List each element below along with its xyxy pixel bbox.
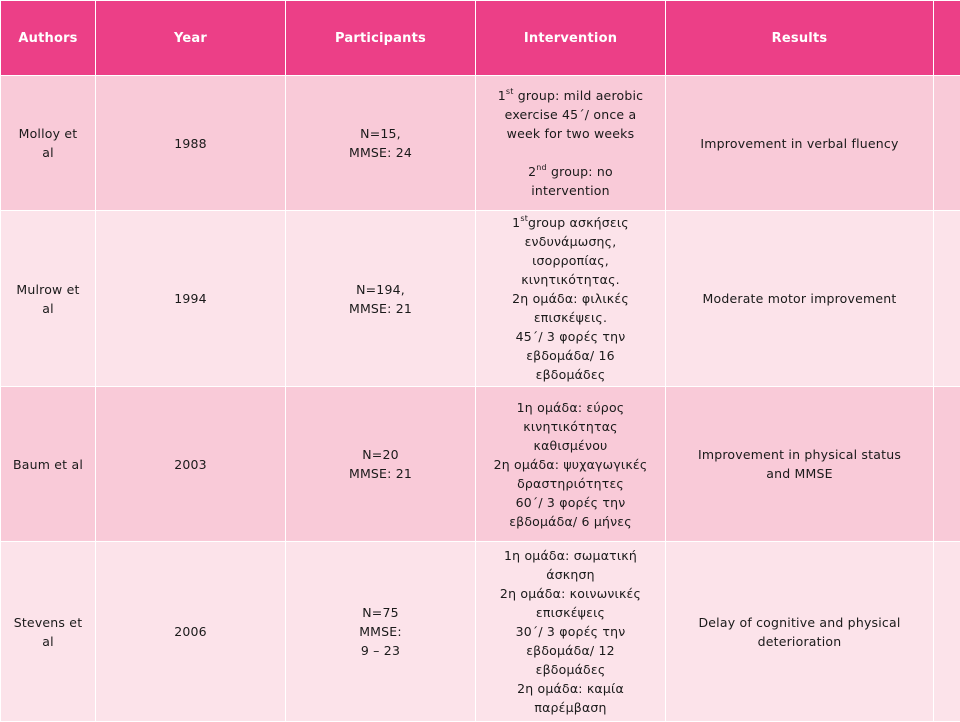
participants-line: N=20 xyxy=(290,445,471,464)
year-value: 1988 xyxy=(100,134,281,153)
intervention-line: δραστηριότητες xyxy=(480,474,661,493)
intervention-line: week for two weeks xyxy=(480,124,661,143)
participants-line: N=15, xyxy=(290,124,471,143)
intervention-line: εβδομάδα/ 12 xyxy=(480,641,661,660)
intervention-line: ενδυνάμωσης, xyxy=(480,232,661,251)
cell-extra xyxy=(934,387,960,542)
intervention-line: άσκηση xyxy=(480,565,661,584)
header-row xyxy=(1,1,960,76)
authors-line: Stevens et xyxy=(5,613,91,632)
authors-line: Molloy et xyxy=(5,124,91,143)
intervention-line: 1st group: mild aerobic xyxy=(480,86,661,105)
header-intervention: Intervention xyxy=(476,1,666,76)
cell-authors xyxy=(1,542,96,722)
cell-participants xyxy=(286,387,476,542)
participants-line: 9 – 23 xyxy=(290,641,471,660)
table-row xyxy=(1,211,960,387)
intervention-line: καθισμένου xyxy=(480,436,661,455)
participants-line: MMSE: xyxy=(290,622,471,641)
year-value: 2006 xyxy=(100,622,281,641)
cell-authors xyxy=(1,211,96,387)
header-participants: Participants xyxy=(286,1,476,76)
intervention-line: επισκέψεις xyxy=(480,603,661,622)
intervention-line: 2nd group: no xyxy=(480,162,661,181)
intervention-line: επισκέψεις. xyxy=(480,308,661,327)
cell-authors xyxy=(1,76,96,211)
authors-line: al xyxy=(5,632,91,651)
intervention-line: 1stgroup ασκήσεις xyxy=(480,213,661,232)
authors-line: Baum et al xyxy=(5,455,91,474)
cell-year xyxy=(96,387,286,542)
header-results: Results xyxy=(666,1,934,76)
header-authors: Authors xyxy=(1,1,96,76)
cell-participants xyxy=(286,76,476,211)
intervention-line: 1η ομάδα: εύρος xyxy=(480,398,661,417)
participants-line: N=75 xyxy=(290,603,471,622)
cell-year xyxy=(96,76,286,211)
intervention-line: εβδομάδες xyxy=(480,365,661,384)
year-value: 1994 xyxy=(100,289,281,308)
authors-line: al xyxy=(5,143,91,162)
intervention-line: εβδομάδα/ 16 xyxy=(480,346,661,365)
ordinal-superscript: st xyxy=(520,214,528,223)
table-body xyxy=(1,76,960,722)
results-line: Delay of cognitive and physical xyxy=(670,613,929,632)
cell-participants xyxy=(286,211,476,387)
intervention-line: 60΄/ 3 φορές την xyxy=(480,493,661,512)
results-line: and MMSE xyxy=(670,464,929,483)
cell-intervention xyxy=(476,542,666,722)
cell-year xyxy=(96,211,286,387)
intervention-line: 2η ομάδα: καμία xyxy=(480,679,661,698)
cell-results xyxy=(666,542,934,722)
results-line: deterioration xyxy=(670,632,929,651)
results-line: Improvement in physical status xyxy=(670,445,929,464)
authors-line: Mulrow et xyxy=(5,280,91,299)
intervention-line: κινητικότητας. xyxy=(480,270,661,289)
header-extra xyxy=(934,1,960,76)
cell-results xyxy=(666,76,934,211)
intervention-line: 2η ομάδα: φιλικές xyxy=(480,289,661,308)
table-row xyxy=(1,542,960,722)
ordinal-superscript: nd xyxy=(536,163,547,172)
table-row xyxy=(1,76,960,211)
intervention-line: 30΄/ 3 φορές την xyxy=(480,622,661,641)
intervention-line: κινητικότητας xyxy=(480,417,661,436)
intervention-line: exercise 45΄/ once a xyxy=(480,105,661,124)
results-line: Improvement in verbal fluency xyxy=(670,134,929,153)
cell-extra xyxy=(934,211,960,387)
intervention-line: ισορροπίας, xyxy=(480,251,661,270)
participants-line: MMSE: 21 xyxy=(290,299,471,318)
participants-line: MMSE: 24 xyxy=(290,143,471,162)
cell-results xyxy=(666,211,934,387)
intervention-line: 45΄/ 3 φορές την xyxy=(480,327,661,346)
results-line: Moderate motor improvement xyxy=(670,289,929,308)
participants-line: N=194, xyxy=(290,280,471,299)
cell-year xyxy=(96,542,286,722)
header-year: Year xyxy=(96,1,286,76)
intervention-line: 2η ομάδα: ψυχαγωγικές xyxy=(480,455,661,474)
cell-authors xyxy=(1,387,96,542)
intervention-line: 2η ομάδα: κοινωνικές xyxy=(480,584,661,603)
cell-intervention xyxy=(476,211,666,387)
intervention-line: 1η ομάδα: σωματική xyxy=(480,546,661,565)
cell-results xyxy=(666,387,934,542)
ordinal-superscript: st xyxy=(506,87,514,96)
intervention-line: εβδομάδα/ 6 μήνες xyxy=(480,512,661,531)
intervention-line: intervention xyxy=(480,181,661,200)
year-value: 2003 xyxy=(100,455,281,474)
cell-participants xyxy=(286,542,476,722)
table-row xyxy=(1,387,960,542)
intervention-line: εβδομάδες xyxy=(480,660,661,679)
cell-intervention xyxy=(476,387,666,542)
participants-line: MMSE: 21 xyxy=(290,464,471,483)
cell-intervention xyxy=(476,76,666,211)
intervention-line xyxy=(480,143,661,162)
cell-extra xyxy=(934,76,960,211)
cell-extra xyxy=(934,542,960,722)
authors-line: al xyxy=(5,299,91,318)
intervention-line: παρέμβαση xyxy=(480,698,661,717)
